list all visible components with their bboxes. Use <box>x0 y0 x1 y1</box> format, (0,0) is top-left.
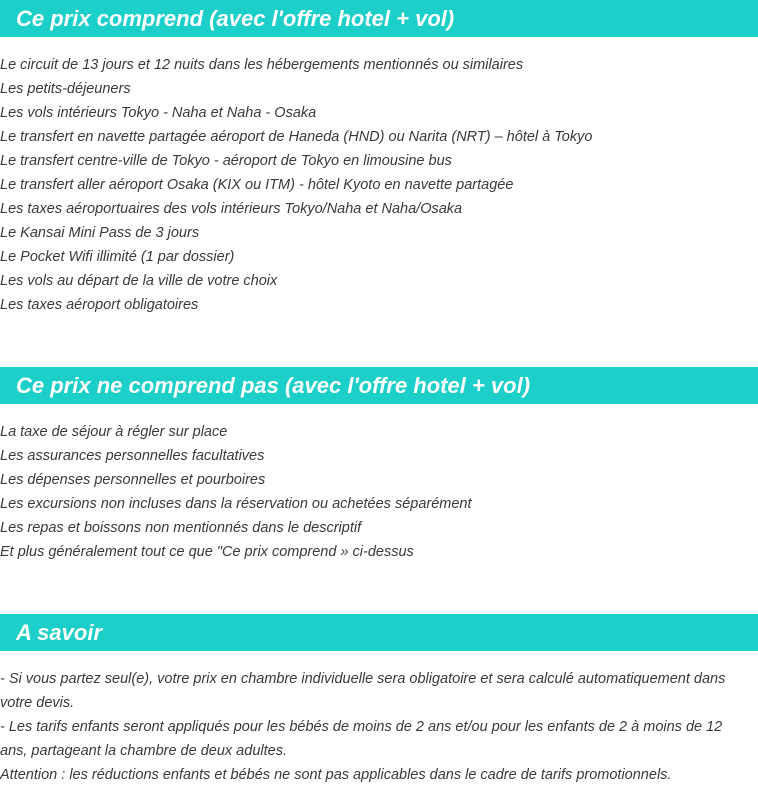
not-included-list <box>0 420 472 564</box>
list-item: Les dépenses personnelles et pourboires <box>0 472 266 488</box>
list-item: Les taxes aéroport obligatoires <box>0 297 199 313</box>
list-item: La taxe de séjour à régler sur place <box>0 424 228 440</box>
list-item: Le circuit de 13 jours et 12 nuits dans les hébergements mentionnés ou similaires <box>0 57 524 73</box>
list-item: Le Pocket Wifi illimité (1 par dossier) <box>0 249 235 265</box>
included-list <box>0 53 592 317</box>
note-paragraph: - Les tarifs enfants seront appliqués pour les bébés de moins de 2 ans et/ou pour les enfants de 2 à moins de 12 ans, partageant la chambre de deux adultes. <box>0 719 723 759</box>
section-title-not-included: Ce prix ne comprend pas (avec l'offre hotel + vol) <box>16 373 531 398</box>
note-paragraph: - Si vous partez seul(e), votre prix en chambre individuelle sera obligatoire et sera calculé automatiquement dans votre devis. <box>0 671 726 711</box>
list-item: Les assurances personnelles facultatives <box>0 448 265 464</box>
list-item: Le transfert centre-ville de Tokyo - aéroport de Tokyo en limousine bus <box>0 153 452 169</box>
list-item: Les petits-déjeuners <box>0 81 131 97</box>
list-item: Le Kansai Mini Pass de 3 jours <box>0 225 200 241</box>
list-item: Et plus généralement tout ce que "Ce prix comprend » ci-dessus <box>0 544 414 560</box>
section-title-included: Ce prix comprend (avec l'offre hotel + vol) <box>16 6 455 31</box>
list-item: Le transfert en navette partagée aéroport de Haneda (HND) ou Narita (NRT) – hôtel à Tokyo <box>0 129 593 145</box>
section-title-good-to-know: A savoir <box>16 620 103 645</box>
list-item: Le transfert aller aéroport Osaka (KIX ou ITM) - hôtel Kyoto en navette partagée <box>0 177 514 193</box>
list-item: Les taxes aéroportuaires des vols intérieurs Tokyo/Naha et Naha/Osaka <box>0 201 463 217</box>
section-header-not-included <box>0 367 758 404</box>
good-to-know-notes <box>0 667 752 787</box>
section-header-included <box>0 0 758 37</box>
list-item: Les excursions non incluses dans la réservation ou achetées séparément <box>0 496 472 512</box>
section-header-good-to-know <box>0 614 758 651</box>
note-paragraph: Attention : les réductions enfants et bébés ne sont pas applicables dans le cadre de tarifs promotionnels. <box>0 767 672 783</box>
list-item: Les vols au départ de la ville de votre choix <box>0 273 278 289</box>
list-item: Les vols intérieurs Tokyo - Naha et Naha - Osaka <box>0 105 317 121</box>
list-item: Les repas et boissons non mentionnés dans le descriptif <box>0 520 362 536</box>
